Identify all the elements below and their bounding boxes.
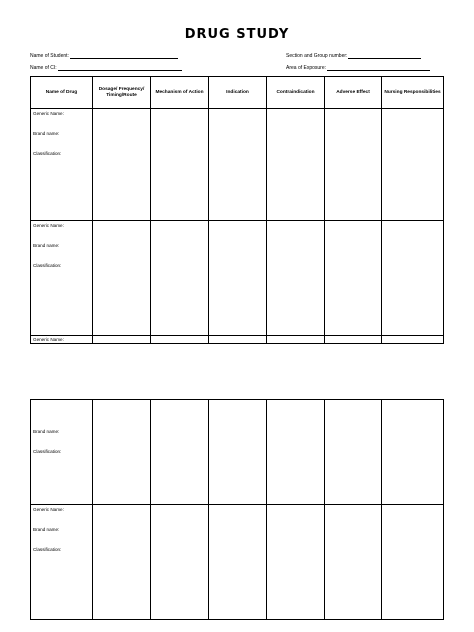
column-header-adverse-effect: Adverse Effect — [325, 77, 382, 109]
drug-name-cell[interactable] — [31, 221, 93, 336]
mechanism-cell[interactable] — [151, 400, 209, 505]
indication-cell[interactable] — [209, 336, 267, 344]
contraindication-cell[interactable] — [267, 109, 325, 221]
nursing-responsibilities-cell[interactable] — [382, 505, 444, 620]
adverse-effect-cell[interactable] — [325, 221, 382, 336]
table-row — [31, 109, 444, 221]
section-group-field[interactable] — [286, 53, 421, 59]
generic-name-label: Generic Name: — [33, 507, 64, 512]
section-group-label: Section and Group number: — [286, 53, 348, 59]
drug-study-table-1 — [30, 76, 444, 344]
contraindication-cell[interactable] — [267, 505, 325, 620]
table-row — [31, 221, 444, 336]
dosage-cell[interactable] — [93, 109, 151, 221]
adverse-effect-cell[interactable] — [325, 336, 382, 344]
ci-name-field[interactable] — [30, 65, 182, 71]
ci-name-label: Name of CI: — [30, 65, 57, 71]
column-header-indication: Indication — [209, 77, 267, 109]
adverse-effect-cell[interactable] — [325, 400, 382, 505]
contraindication-cell[interactable] — [267, 336, 325, 344]
brand-name-label: Brand name: — [33, 429, 60, 434]
mechanism-cell[interactable] — [151, 505, 209, 620]
table-row — [31, 505, 444, 620]
column-header-contraindication: Contraindication — [267, 77, 325, 109]
area-exposure-line[interactable] — [327, 66, 430, 71]
brand-name-label: Brand name: — [33, 243, 60, 248]
drug-name-cell[interactable] — [31, 505, 93, 620]
column-header-nursing-responsibilities: Nursing Responsibilities — [382, 77, 444, 109]
ci-name-line[interactable] — [58, 66, 182, 71]
nursing-responsibilities-cell[interactable] — [382, 336, 444, 344]
drug-name-cell[interactable] — [31, 336, 93, 344]
classification-label: Classification: — [33, 547, 62, 552]
column-header-mechanism: Mechanism of Action — [151, 77, 209, 109]
table-row — [31, 336, 444, 344]
indication-cell[interactable] — [209, 505, 267, 620]
brand-name-label: Brand name: — [33, 527, 60, 532]
dosage-cell[interactable] — [93, 505, 151, 620]
mechanism-cell[interactable] — [151, 336, 209, 344]
column-header-drug-name: Name of Drug — [31, 77, 93, 109]
adverse-effect-cell[interactable] — [325, 109, 382, 221]
indication-cell[interactable] — [209, 221, 267, 336]
student-name-field[interactable] — [30, 53, 178, 59]
classification-label: Classification: — [33, 151, 62, 156]
contraindication-cell[interactable] — [267, 221, 325, 336]
indication-cell[interactable] — [209, 400, 267, 505]
drug-name-cell[interactable] — [31, 109, 93, 221]
adverse-effect-cell[interactable] — [325, 505, 382, 620]
student-name-label: Name of Student: — [30, 53, 69, 59]
generic-name-label: Generic Name: — [33, 223, 64, 228]
section-group-line[interactable] — [348, 54, 421, 59]
area-exposure-field[interactable] — [286, 65, 430, 71]
classification-label: Classification: — [33, 263, 62, 268]
nursing-responsibilities-cell[interactable] — [382, 109, 444, 221]
brand-name-label: Brand name: — [33, 131, 60, 136]
contraindication-cell[interactable] — [267, 400, 325, 505]
area-exposure-label: Area of Exposure: — [286, 65, 327, 71]
nursing-responsibilities-cell[interactable] — [382, 400, 444, 505]
indication-cell[interactable] — [209, 109, 267, 221]
drug-name-cell[interactable] — [31, 400, 93, 505]
dosage-cell[interactable] — [93, 336, 151, 344]
table-row — [31, 400, 444, 505]
student-name-line[interactable] — [70, 54, 178, 59]
generic-name-label: Generic Name: — [33, 111, 64, 116]
mechanism-cell[interactable] — [151, 221, 209, 336]
drug-study-table-2 — [30, 399, 444, 620]
column-header-dosage: Dosage/ Frequency/ Timing/Route — [93, 77, 151, 109]
classification-label: Classification: — [33, 449, 62, 454]
mechanism-cell[interactable] — [151, 109, 209, 221]
dosage-cell[interactable] — [93, 221, 151, 336]
dosage-cell[interactable] — [93, 400, 151, 505]
page-title: DRUG STUDY — [184, 27, 290, 42]
generic-name-label: Generic Name: — [33, 337, 64, 342]
nursing-responsibilities-cell[interactable] — [382, 221, 444, 336]
